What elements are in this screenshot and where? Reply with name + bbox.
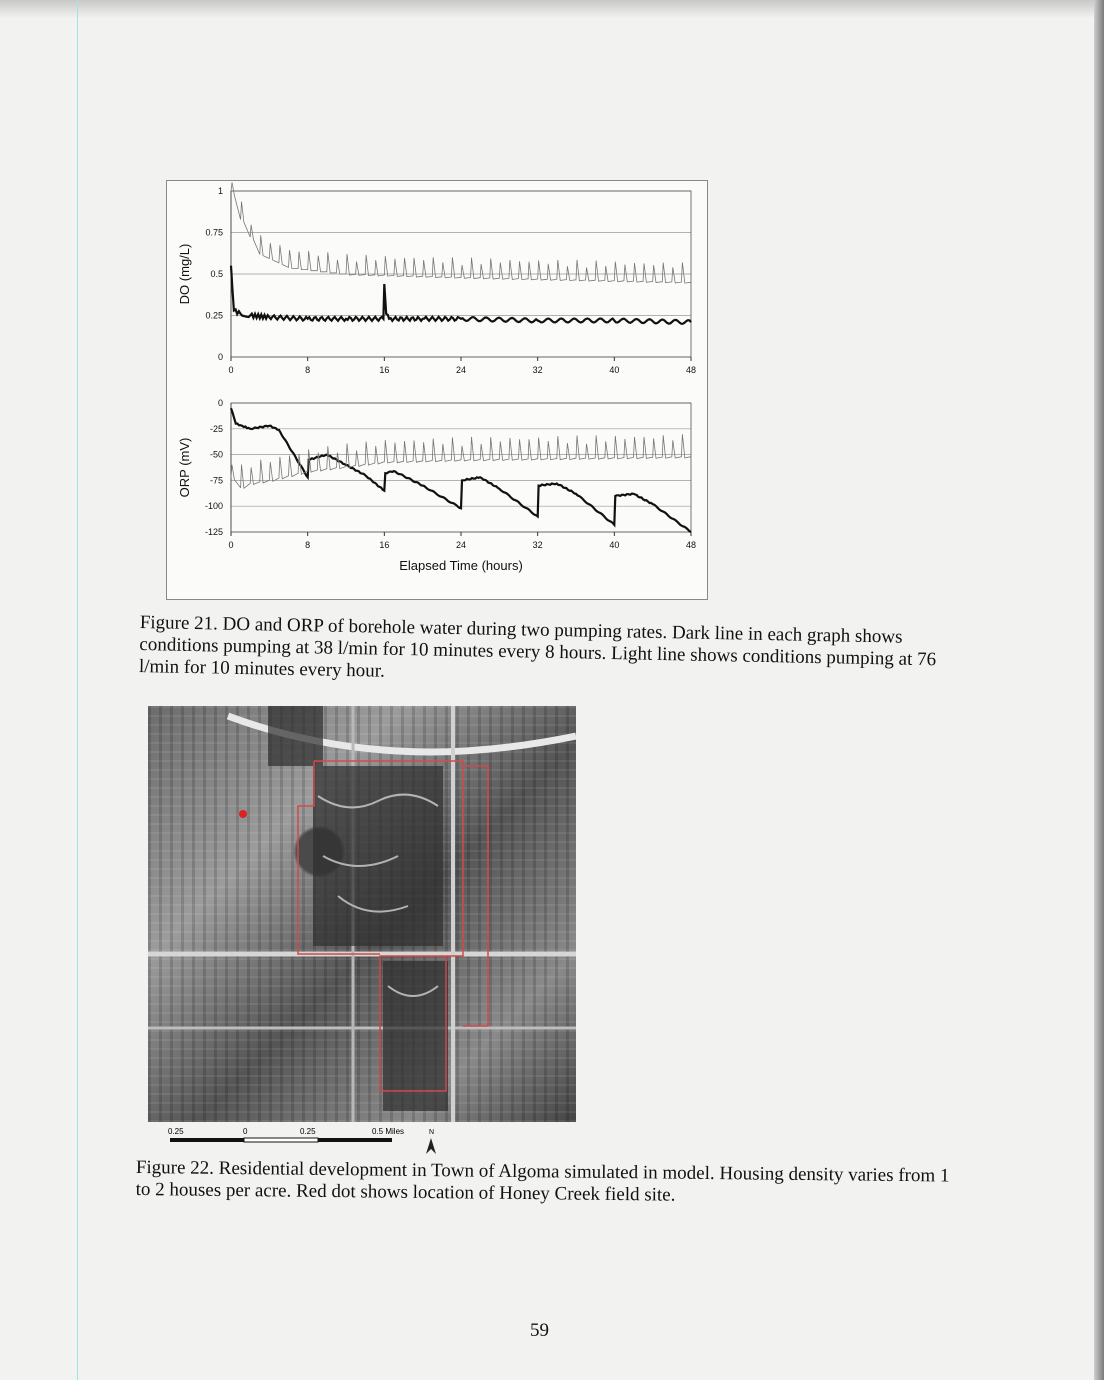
y-tick-label: -50 [209,449,223,460]
x-tick-label: 16 [379,365,390,375]
x-tick-label: 32 [532,540,543,550]
page-top-shadow [0,0,1104,18]
y-tick-label: 0.5 [210,269,223,279]
y-tick-label: 0 [217,398,223,408]
scale-label-3: 0.5 Miles [372,1127,405,1136]
x-tick-label: 48 [685,365,697,375]
honey-creek-site-dot [239,810,247,818]
y-tick-label: -75 [209,475,223,486]
figure-21-caption: Figure 21. DO and ORP of borehole water during two pumping rates. Dark line in each graph shows conditions pumping at 38 l/min for 10 minutes every 8 hours. Light line shows conditions pumping at 76 l/min for 10 minutes every hour. [138,612,937,682]
y-tick-label: 0 [217,352,223,362]
page-number: 59 [530,1320,549,1341]
x-tick-label: 24 [455,365,467,375]
margin-guide-line [77,0,78,1380]
scale-label-1: 0 [243,1127,248,1136]
y-tick-label: -125 [204,527,223,537]
north-arrow-icon [426,1138,436,1154]
north-label: N [429,1129,435,1136]
x-tick-label: 16 [379,540,390,550]
x-tick-label: 48 [685,540,697,550]
scale-label-0: 0.25 [168,1127,184,1136]
x-tick-label: 32 [532,365,543,375]
y-tick-label: 1 [217,186,223,196]
x-tick-label: 8 [305,540,311,550]
y-tick-label: 0.25 [205,310,223,321]
scale-label-2: 0.25 [300,1127,316,1136]
algoma-aerial-photo [148,706,576,1122]
y-axis-label: DO (mg/L) [177,243,192,305]
map-scale-bar [166,1124,466,1158]
y-axis-label: ORP (mV) [177,437,192,498]
do-chart [167,181,707,386]
x-tick-label: 8 [305,365,311,375]
x-axis-label: Elapsed Time (hours) [399,558,523,573]
x-tick-label: 40 [609,365,620,375]
x-tick-label: 24 [455,540,467,550]
figure-21-chart-frame [166,180,708,600]
x-tick-label: 40 [609,540,620,550]
plot-border [231,403,691,532]
dark-series-line [231,408,691,532]
x-tick-label: 0 [228,540,234,550]
figure-22-caption: Figure 22. Residential development in Town of Algoma simulated in model. Housing density varies from 1 to 2 houses per acre. Red dot shows location of Honey Creek field site. [135,1157,950,1206]
aerial-overlay [148,706,576,1122]
orp-chart [167,386,707,596]
y-tick-label: -100 [204,501,223,512]
y-tick-label: 0.75 [205,227,223,238]
y-tick-label: -25 [209,423,223,434]
page-right-edge-shadow [1094,0,1104,1380]
x-tick-label: 0 [228,365,234,375]
